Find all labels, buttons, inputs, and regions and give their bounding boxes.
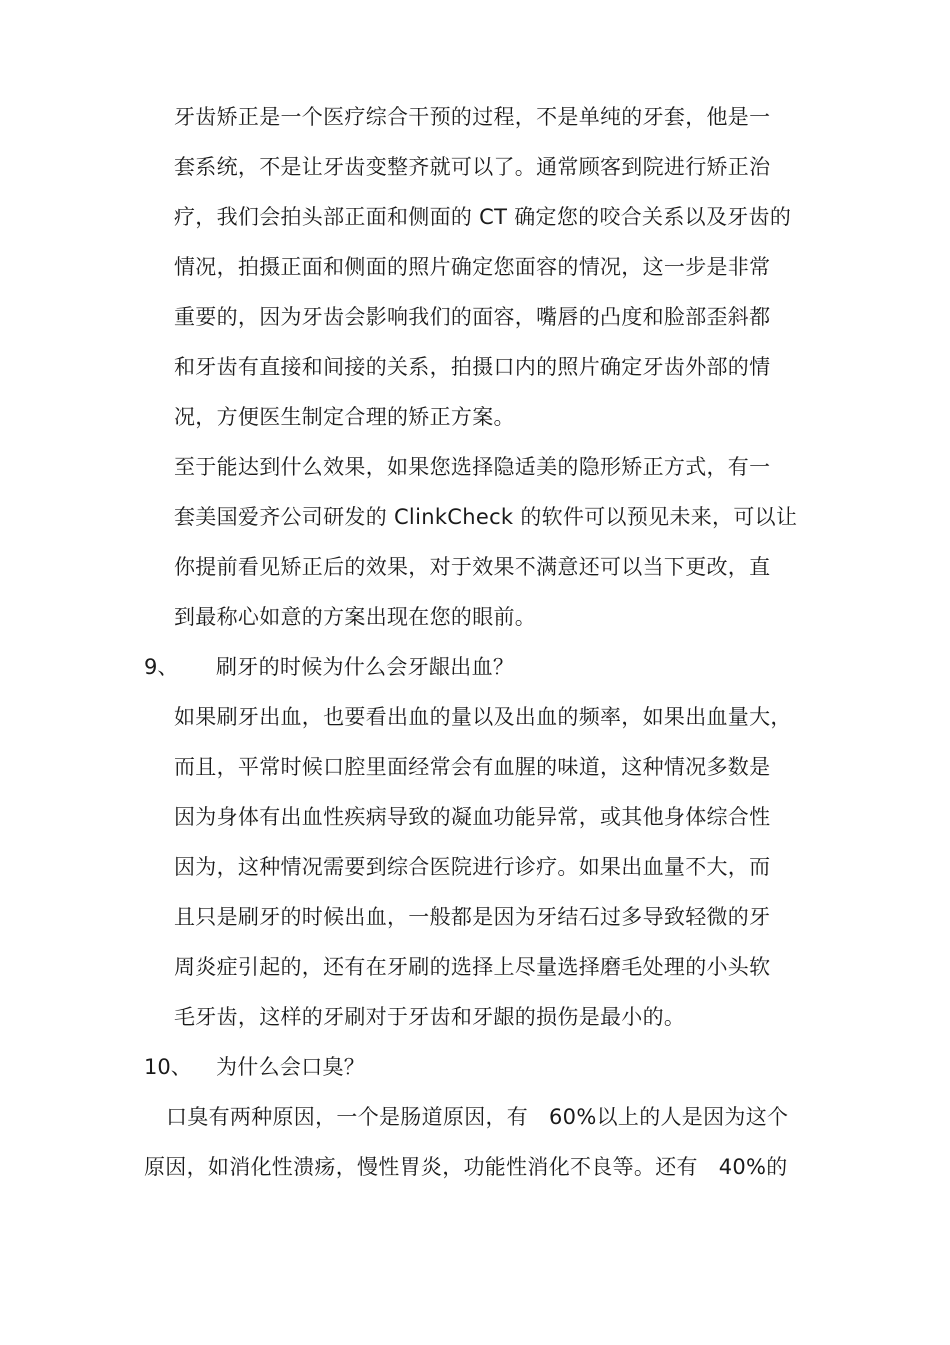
paragraph-line: 毛牙齿，这样的牙刷对于牙齿和牙龈的损伤是最小的。 bbox=[174, 1005, 686, 1029]
paragraph-line: 到最称心如意的方案出现在您的眼前。 bbox=[174, 605, 537, 629]
paragraph-line: 因为，这种情况需要到综合医院进行诊疗。如果出血量不大，而 bbox=[174, 855, 771, 879]
paragraph-line: 口臭有两种原因，一个是肠道原因，有 60%以上的人是因为这个 bbox=[166, 1105, 789, 1129]
paragraph-line: 和牙齿有直接和间接的关系，拍摄口内的照片确定牙齿外部的情 bbox=[174, 355, 771, 379]
paragraph-line: 如果刷牙出血，也要看出血的量以及出血的频率，如果出血量大， bbox=[174, 705, 792, 729]
paragraph-line: 套系统，不是让牙齿变整齐就可以了。通常顾客到院进行矫正治 bbox=[174, 155, 771, 179]
section-number: 9、 bbox=[144, 655, 179, 679]
section-title: 刷牙的时候为什么会牙龈出血？ bbox=[216, 655, 515, 679]
section-number: 10、 bbox=[144, 1055, 192, 1079]
section-title: 为什么会口臭？ bbox=[216, 1055, 366, 1079]
paragraph-line: 况，方便医生制定合理的矫正方案。 bbox=[174, 405, 515, 429]
paragraph-line: 原因，如消化性溃疡，慢性胃炎，功能性消化不良等。还有 40%的 bbox=[144, 1155, 788, 1179]
paragraph-line: 情况，拍摄正面和侧面的照片确定您面容的情况，这一步是非常 bbox=[174, 255, 771, 279]
paragraph-line: 套美国爱齐公司研发的 ClinkCheck 的软件可以预见未来，可以让 bbox=[174, 505, 798, 529]
paragraph-line: 周炎症引起的，还有在牙刷的选择上尽量选择磨毛处理的小头软 bbox=[174, 955, 771, 979]
paragraph-line: 你提前看见矫正后的效果，对于效果不满意还可以当下更改，直 bbox=[174, 555, 771, 579]
paragraph-line: 至于能达到什么效果，如果您选择隐适美的隐形矫正方式，有一 bbox=[174, 455, 771, 479]
paragraph-line: 因为身体有出血性疾病导致的凝血功能异常，或其他身体综合性 bbox=[174, 805, 771, 829]
paragraph-line: 而且，平常时候口腔里面经常会有血腥的味道，这种情况多数是 bbox=[174, 755, 771, 779]
paragraph-line: 牙齿矫正是一个医疗综合干预的过程，不是单纯的牙套，他是一 bbox=[174, 105, 771, 129]
paragraph-line: 重要的，因为牙齿会影响我们的面容，嘴唇的凸度和脸部歪斜都 bbox=[174, 305, 771, 329]
paragraph-line: 且只是刷牙的时候出血，一般都是因为牙结石过多导致轻微的牙 bbox=[174, 905, 771, 929]
paragraph-line: 疗，我们会拍头部正面和侧面的 CT 确定您的咬合关系以及牙齿的 bbox=[174, 205, 792, 229]
